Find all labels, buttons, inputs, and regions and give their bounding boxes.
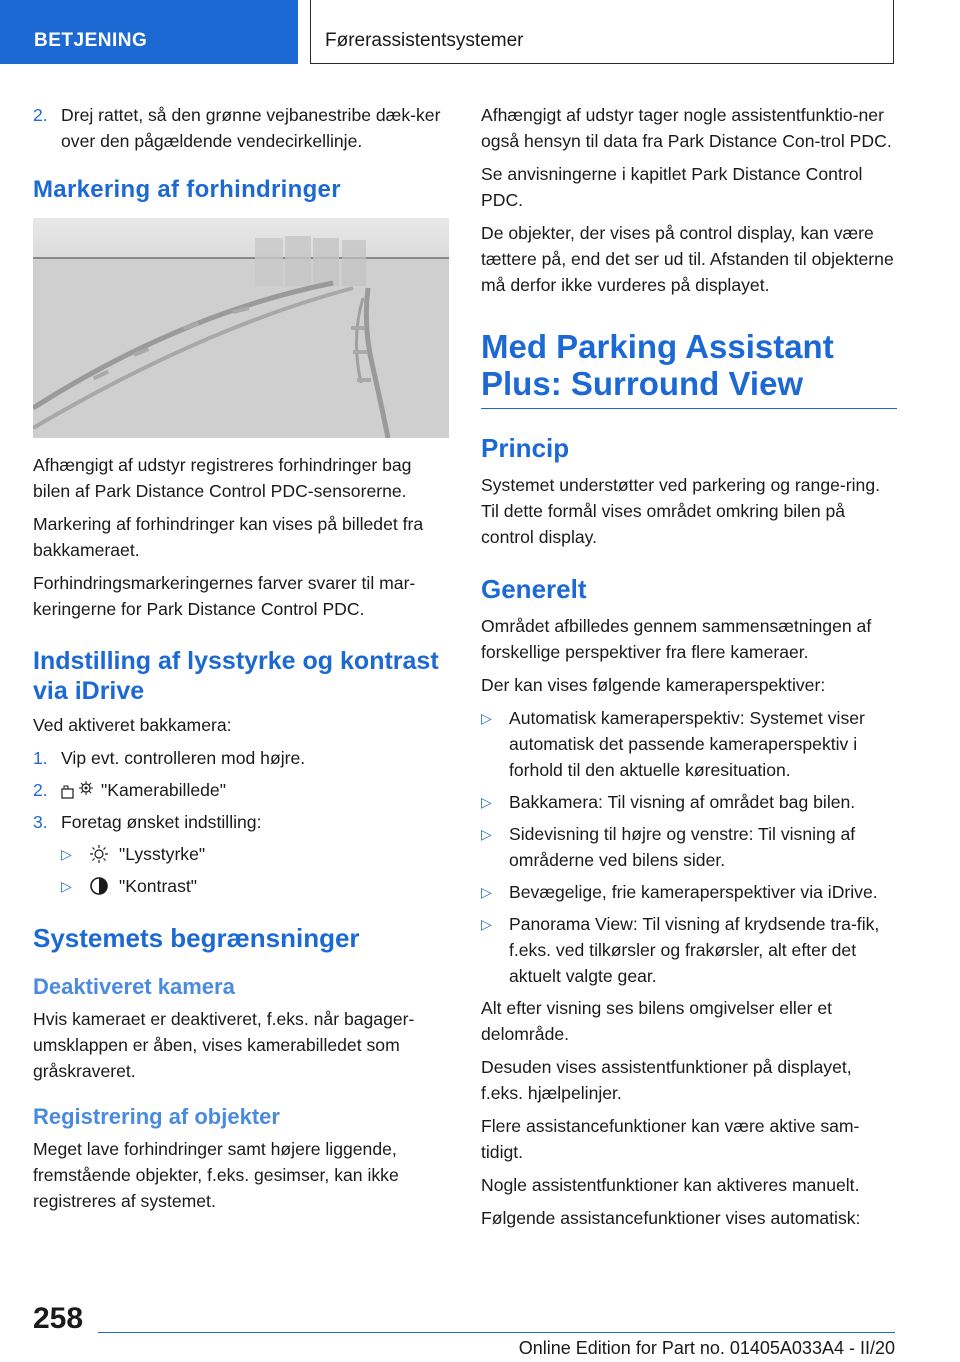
paragraph: Der kan vises følgende kameraperspektiver:	[481, 675, 826, 695]
step-item	[33, 777, 449, 803]
sub-text: "Lysstyrke"	[119, 844, 206, 864]
step-text: Vip evt. controlleren mod højre.	[61, 748, 306, 768]
step-number: 3.	[33, 812, 48, 832]
list-text: Bakkamera: Til visning af området bag bilen.	[509, 792, 856, 812]
paragraph: Flere assistancefunktioner kan være aktive sam-tidigt.	[481, 1116, 860, 1162]
step-text: Foretag ønsket indstilling:	[61, 812, 262, 832]
paragraph: De objekter, der vises på control display, kan være tættere på, end det ser ud til. Afstanden til objekterne må derfor ikke vurderes på displayet.	[481, 223, 894, 295]
list-text: Sidevisning til højre og venstre: Til visning af områderne ved bilens sider.	[509, 824, 856, 870]
paragraph: Forhindringsmarkeringernes farver svarer til mar-keringerne for Park Distance Control PDC.	[33, 573, 416, 619]
heading-generelt: Generelt	[481, 574, 587, 604]
paragraph: Ved aktiveret bakkamera:	[33, 715, 232, 735]
camera-obstacle-image	[33, 218, 449, 438]
chapter-title: Førerassistentsystemer	[325, 30, 524, 51]
page-number: 258	[33, 1302, 84, 1335]
paragraph: Desuden vises assistentfunktioner på displayet, f.eks. hjælpelinjer.	[481, 1057, 852, 1103]
chapter-heading: Med Parking Assistant Plus: Surround View	[481, 328, 897, 409]
step-number: 2.	[33, 780, 48, 800]
triangle-bullet-icon: ▷	[61, 846, 72, 862]
footer-divider	[98, 1332, 895, 1333]
list-text: Bevægelige, frie kameraperspektiver via iDrive.	[509, 882, 878, 902]
paragraph: Afhængigt af udstyr registreres forhindringer bag bilen af Park Distance Control PDC-sensorerne.	[33, 455, 412, 501]
section-title: BETJENING	[34, 30, 148, 51]
triangle-bullet-icon: ▷	[481, 884, 492, 900]
sub-item	[61, 873, 449, 899]
paragraph: Meget lave forhindringer samt højere liggende, fremstående objekter, f.eks. gesimser, kan ikke registreres af systemet.	[33, 1139, 399, 1211]
step-item	[33, 809, 449, 835]
camera-settings-icon	[61, 780, 95, 800]
heading-begraensninger: Systemets begrænsninger	[33, 923, 360, 953]
sub-text: "Kontrast"	[119, 876, 198, 896]
step-item	[33, 745, 449, 771]
triangle-bullet-icon: ▷	[481, 916, 492, 932]
step-number: 1.	[33, 748, 48, 768]
contrast-icon	[89, 876, 109, 896]
triangle-bullet-icon: ▷	[481, 710, 492, 726]
step-item	[33, 102, 449, 154]
heading-indstilling: Indstilling af lysstyrke og kontrast via iDrive	[33, 647, 439, 705]
paragraph: Området afbilledes gennem sammensætningen af forskellige perspektiver fra flere kameraer.	[481, 616, 872, 662]
list-item	[481, 789, 897, 815]
list-item	[481, 911, 897, 989]
paragraph: Alt efter visning ses bilens omgivelser eller et delområde.	[481, 998, 833, 1044]
paragraph: Afhængigt af udstyr tager nogle assistentfunktio-ner også hensyn til data fra Park Distance Con-trol PDC.	[481, 105, 892, 151]
triangle-bullet-icon: ▷	[481, 826, 492, 842]
chapter-tab	[310, 0, 894, 64]
step-number: 2.	[33, 105, 48, 125]
triangle-bullet-icon: ▷	[61, 878, 72, 894]
step-text: "Kamerabillede"	[101, 780, 226, 800]
sub-item	[61, 841, 449, 867]
left-column	[33, 102, 449, 1221]
list-item	[481, 821, 897, 873]
step-text: Drej rattet, så den grønne vejbanestribe dæk-ker over den pågældende vendecirkellinje.	[61, 105, 441, 151]
heading-deaktiveret: Deaktiveret kamera	[33, 974, 235, 999]
brightness-icon	[89, 844, 109, 864]
list-item	[481, 879, 897, 905]
paragraph: Følgende assistancefunktioner vises automatisk:	[481, 1208, 861, 1228]
heading-markering: Markering af forhindringer	[33, 176, 341, 203]
right-column	[481, 102, 897, 1238]
section-tab	[0, 0, 298, 64]
list-text: Automatisk kameraperspektiv: Systemet viser automatisk det passende kameraperspektiv i forhold til den aktuelle køresituation.	[509, 708, 865, 780]
list-text: Panorama View: Til visning af krydsende tra-fik, f.eks. ved tilkørsler og frakørsler, alt efter det aktuelt valgte gear.	[509, 914, 880, 986]
paragraph: Nogle assistentfunktioner kan aktiveres manuelt.	[481, 1175, 860, 1195]
paragraph: Hvis kameraet er deaktiveret, f.eks. når bagager-umsklappen er åben, vises kamerabilledet som gråskraveret.	[33, 1009, 415, 1081]
list-item	[481, 705, 897, 783]
paragraph: Se anvisningerne i kapitlet Park Distance Control PDC.	[481, 164, 863, 210]
paragraph: Markering af forhindringer kan vises på billedet fra bakkameraet.	[33, 514, 424, 560]
paragraph: Systemet understøtter ved parkering og range-ring. Til dette formål vises området omkring bilen på control display.	[481, 475, 880, 547]
footer-edition: Online Edition for Part no. 01405A033A4 - II/20	[518, 1338, 895, 1358]
heading-princip: Princip	[481, 433, 570, 463]
heading-registrering: Registrering af objekter	[33, 1104, 280, 1129]
triangle-bullet-icon: ▷	[481, 794, 492, 810]
